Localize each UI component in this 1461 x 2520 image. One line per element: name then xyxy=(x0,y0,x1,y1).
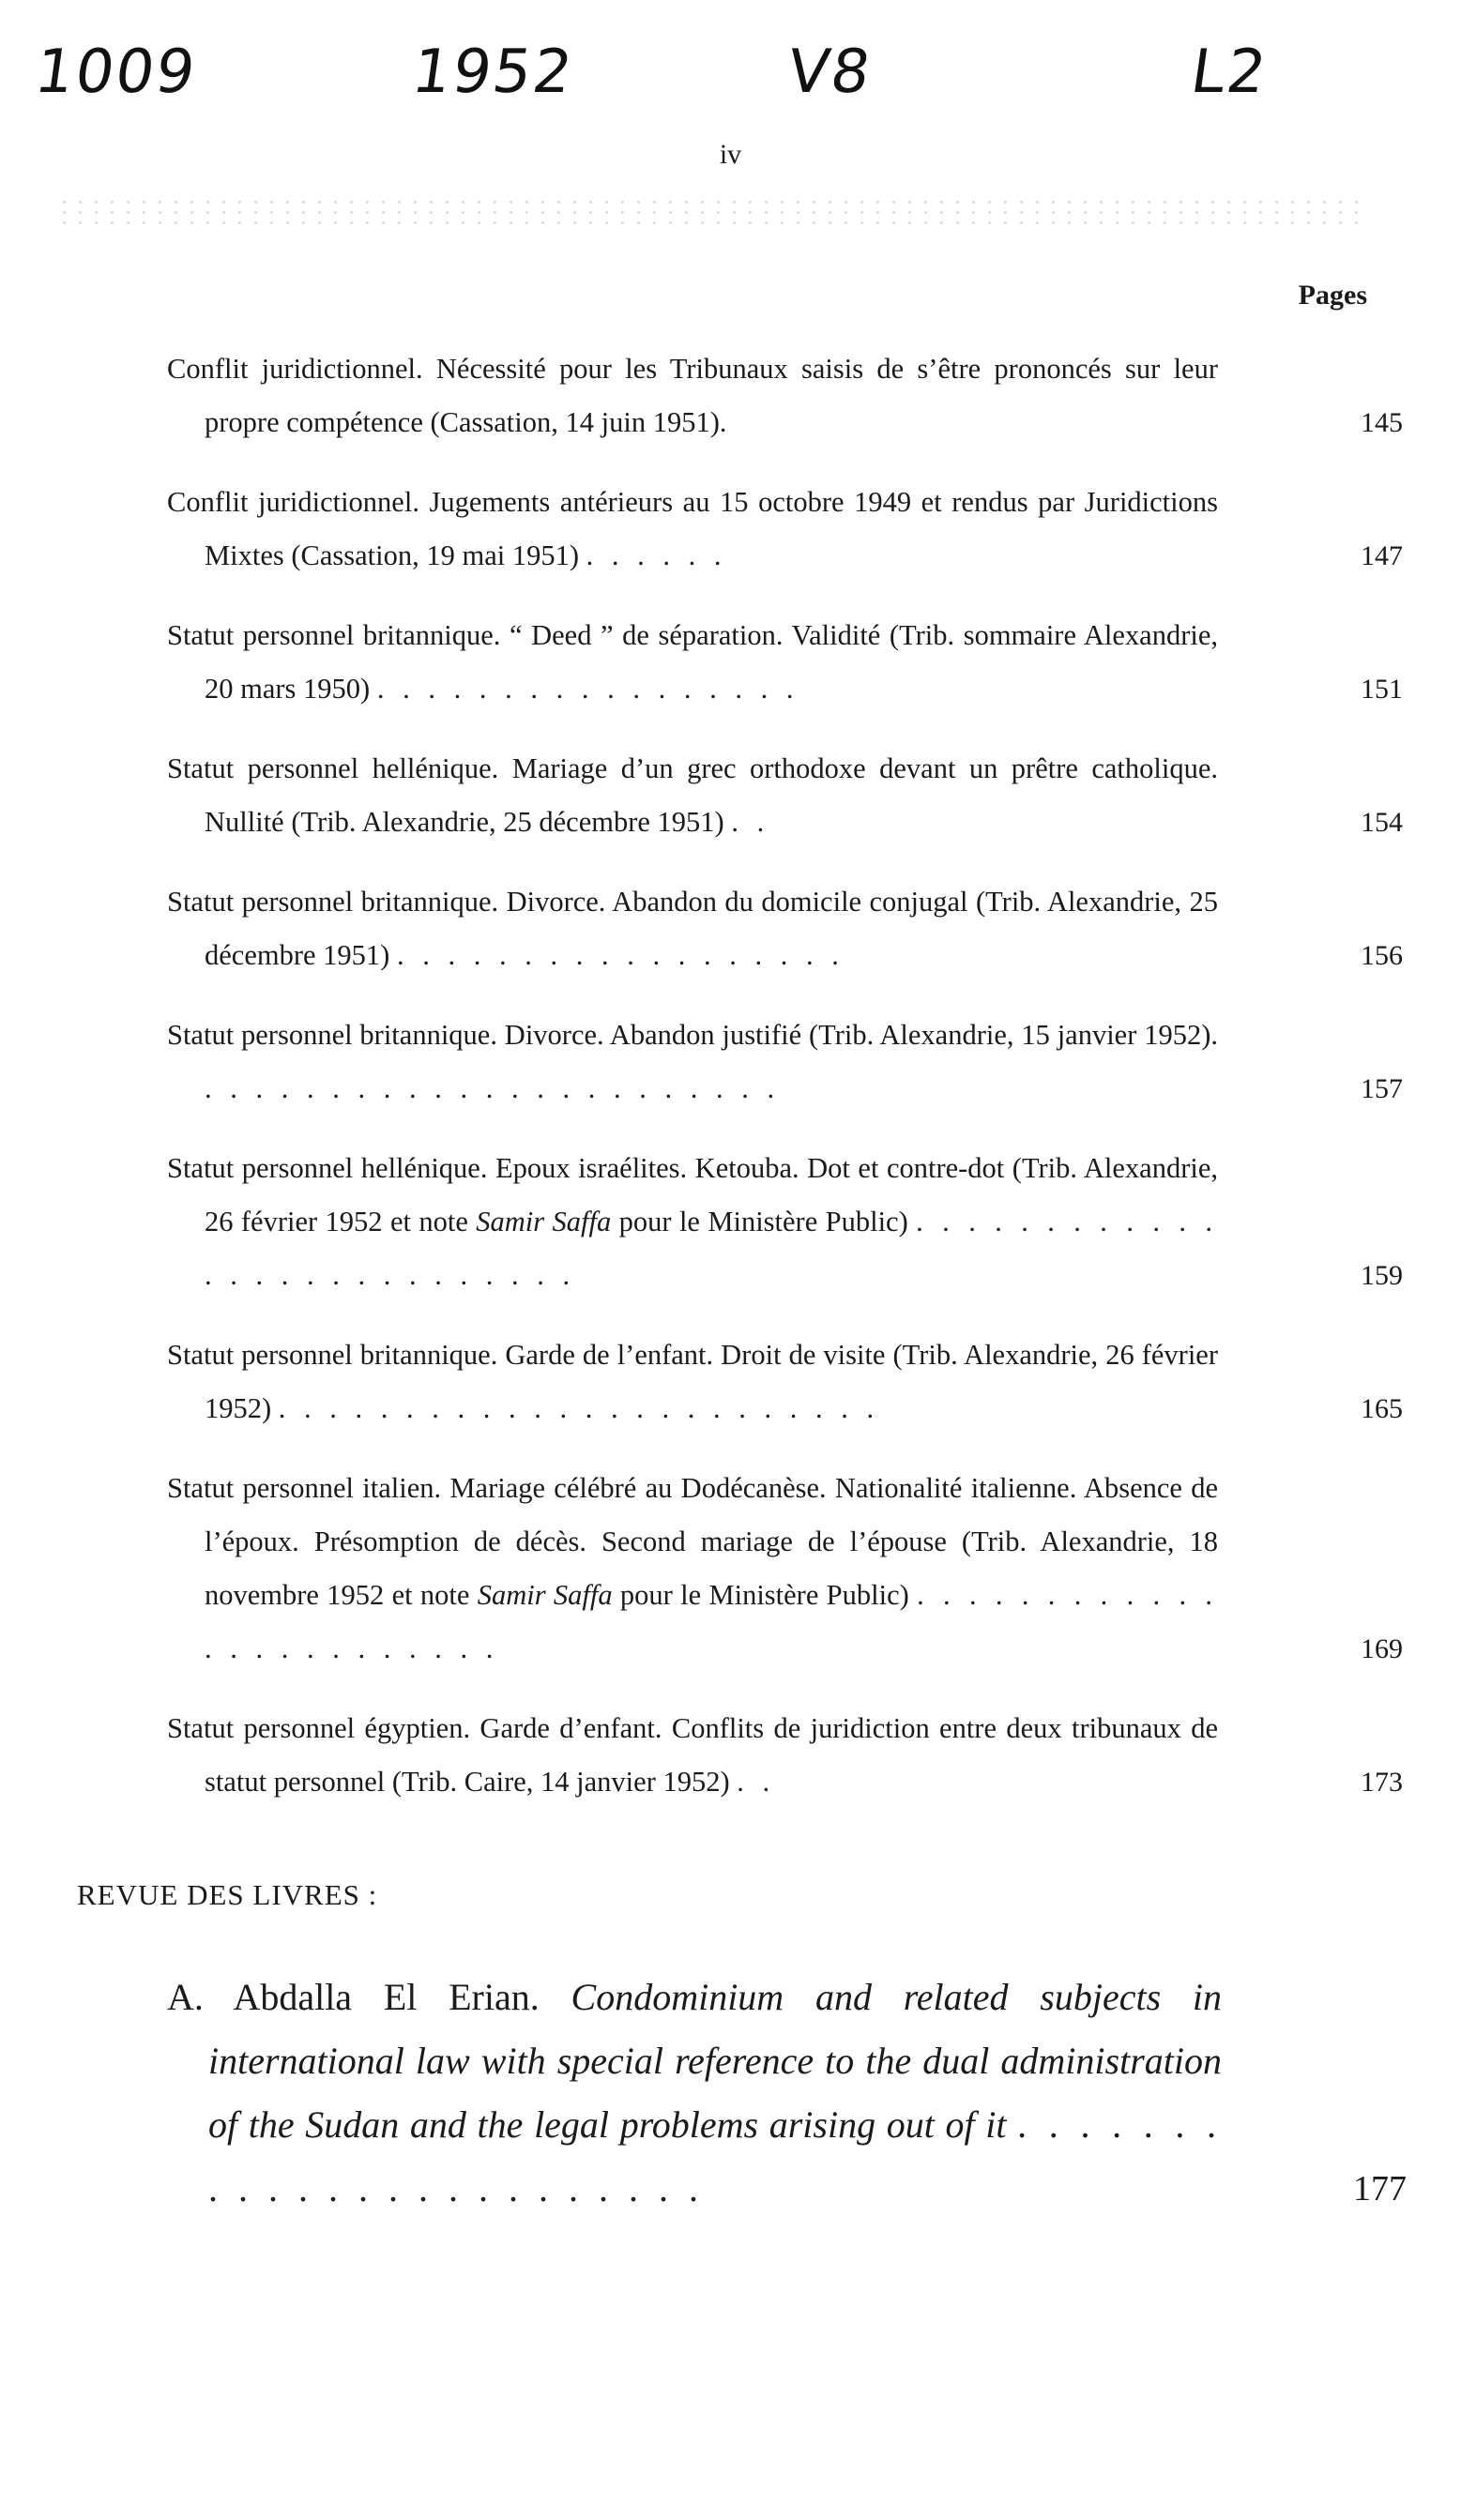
entry-page: 154 xyxy=(1361,807,1403,838)
entry-page: 145 xyxy=(1361,407,1403,438)
dot-leader: . . . . . . . . . . . . . . . . . . . . . . . . xyxy=(278,1392,880,1424)
toc-entry xyxy=(167,742,1403,849)
entry-page: 159 xyxy=(1361,1260,1403,1291)
toc-entry xyxy=(167,609,1403,716)
entry-text: Statut personnel britannique. Divorce. Abandon du domicile conjugal (Trib. Alexandrie, 25 décembre 1951) xyxy=(167,886,1218,971)
entry-text: Statut personnel italien. Mariage célébré au Dodécanèse. Nationalité italienne. Absence de l’époux. Présomption de décès. Second mariage de l’épouse (Trib. Alexandrie, 18 novembre 1952 et note xyxy=(167,1472,1218,1611)
entry-text: Statut personnel hellénique. Mariage d’un grec orthodoxe devant un prêtre catholique. Nullité (Trib. Alexandrie, 25 décembre 1951) xyxy=(167,752,1218,838)
entry-page: 165 xyxy=(1361,1393,1403,1424)
toc-entry xyxy=(167,875,1403,982)
handwritten-mark-2: 1952 xyxy=(407,38,579,107)
dot-leader: . . . . . . . . . . . . . . . . . . . . . . . . xyxy=(205,1579,1219,1664)
entry-text: Conflit juridictionnel. Jugements antérieurs au 15 octobre 1949 et rendus par Juridictions Mixtes (Cassation, 19 mai 1951) xyxy=(167,486,1218,571)
page-number: iv xyxy=(719,139,742,170)
entry-page: 147 xyxy=(1361,540,1403,571)
entry-text-after: pour le Ministère Public) xyxy=(611,1206,908,1237)
dot-leader: . . . . . . . . . . . . . . . . . . xyxy=(396,939,845,971)
toc-entry xyxy=(167,1702,1403,1809)
entry-text: Statut personnel britannique. “ Deed ” de séparation. Validité (Trib. sommaire Alexandrie, 20 mars 1950) xyxy=(167,619,1218,705)
pages-column-header: Pages xyxy=(1298,280,1367,311)
entry-page: 156 xyxy=(1361,940,1403,971)
toc-entry xyxy=(167,1328,1403,1435)
handwritten-mark-3: V8 xyxy=(783,38,876,107)
dot-leader: . . xyxy=(731,806,770,838)
entry-text: Statut personnel britannique. Divorce. Abandon justifié (Trib. Alexandrie, 15 janvier 1952). xyxy=(167,1019,1218,1051)
entry-italic-name: Samir Saffa xyxy=(476,1206,612,1237)
toc-entry xyxy=(167,476,1403,583)
dot-leader: . . . . . . . . . . . . . . . . . . . . . . . . xyxy=(208,2103,1223,2209)
dot-leader: . . . . . . . . . . . . . . . . . . . . . . . xyxy=(205,1072,781,1104)
entry-text: Statut personnel hellénique. Epoux israélites. Ketouba. Dot et contre-dot (Trib. Alexandrie, 26 février 1952 et note xyxy=(167,1152,1218,1237)
dot-leader: . . xyxy=(737,1766,776,1798)
entry-page: 157 xyxy=(1361,1073,1403,1104)
handwritten-mark-1: 1009 xyxy=(30,38,202,107)
handwritten-mark-4: L2 xyxy=(1186,38,1272,107)
entry-page: 151 xyxy=(1361,674,1403,705)
entry-text: Statut personnel britannique. Garde de l’enfant. Droit de visite (Trib. Alexandrie, 26 février 1952) xyxy=(167,1339,1218,1424)
entry-page: 169 xyxy=(1361,1633,1403,1664)
entry-page: 173 xyxy=(1361,1767,1403,1798)
dot-leader: . . . . . . . . . . . . . . . . . . . . . . . . . . . xyxy=(205,1206,1219,1291)
entry-text-after: pour le Ministère Public) xyxy=(612,1579,909,1611)
dot-leader: . . . . . . xyxy=(586,539,727,571)
toc-entries xyxy=(0,342,1461,1835)
toc-entry xyxy=(167,1142,1403,1302)
section-title: REVUE DES LIVRES : xyxy=(77,1878,378,1911)
book-author: A. Abdalla El Erian. xyxy=(167,1976,540,2018)
toc-entry xyxy=(167,1462,1403,1676)
book-page: 177 xyxy=(1353,2169,1407,2209)
entry-text: Conflit juridictionnel. Nécessité pour les Tribunaux saisis de s’être prononcés sur leur propre compétence (Cassation, 14 juin 1951). xyxy=(167,353,1218,438)
toc-entry xyxy=(167,1009,1403,1116)
toc-entry xyxy=(167,342,1403,449)
bleed-through-noise xyxy=(56,197,1370,225)
book-title: Condominium and related subjects in international law with special reference to the dual administration of the Sudan and the legal problems arising out of it xyxy=(208,1976,1223,2146)
entry-italic-name: Samir Saffa xyxy=(477,1579,613,1611)
entry-text: Statut personnel égyptien. Garde d’enfant. Conflits de juridiction entre deux tribunaux de statut personnel (Trib. Caire, 14 janvier 1952) xyxy=(167,1712,1218,1798)
dot-leader: . . . . . . . . . . . . . . . . . xyxy=(376,673,799,705)
book-review-entry xyxy=(167,1966,1407,2221)
